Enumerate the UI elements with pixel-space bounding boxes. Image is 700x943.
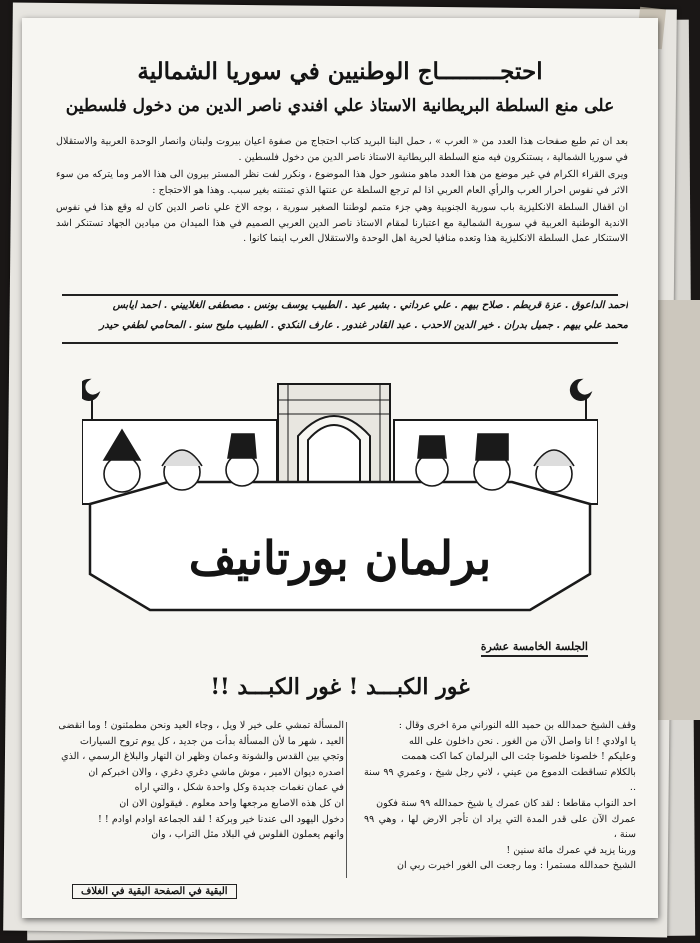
column-line: وربنا يزيد في عمرك مائة سنين !: [506, 844, 636, 856]
article-column-right: [364, 718, 636, 874]
column-line: ان كل هذه الاصابع مرجعها واحد معلوم . فيقولون الان ان: [119, 797, 344, 809]
continued-note: البقية في الصفحة البقية في الغلاف: [72, 884, 237, 899]
signers-list: [56, 296, 628, 336]
column-line: وانهم يعملون الفلوس في البلاد مثل التراب ، وان: [151, 829, 344, 841]
section-headline: غور الكبـــد ! غور الكبـــد !!: [210, 674, 470, 700]
column-line: يا اولادي ! انا واصل الآن من الغور . نحن داخلون على الله: [408, 735, 636, 747]
column-line: المسألة تمشي على خير لا ويل ، وجاء العيد ونحن مطمئنون ! وما انقضى: [58, 720, 344, 731]
column-line: عمرك الآن على قدر المدة التي يراد ان تأجر الارض لها ، وهي ٩٩ سنة ،: [364, 813, 636, 841]
intro-paragraph: ان اقفال السلطة الانكليزية باب سورية الجنوبية وهي جزء متمم لوطننا الصغير سورية ، بوجه الاخ علي ناصر الدين كان له وقع هذا في نفوس الاندية الوطنية العربية في سورية الشمالية مع اعتبارنا لمقام الاستاذ ناصر الدين العربي الصميم في هذا الميدان من ميادين الجهاد تستنكر اشد الاستنكار عمل السلطة الانكليزية هذا وتعده منافيا لحرية اهل الوحدة والاستقلال العرب اينما كانوا .: [56, 202, 628, 244]
column-line: احد النواب مقاطعا : لقد كان عمرك يا شيخ حمدالله ٩٩ سنة فكون: [376, 797, 636, 809]
signers-line: محمد علي بيهم . جميل بدران . خير الدين الاحدب . عبد القادر غندور . عارف النكدي . الطبيب مليح سنو . المحامي لطفي حيدر: [99, 320, 628, 331]
divider-rule: [62, 342, 618, 344]
intro-paragraph: ويرى القراء الكرام في غير موضع من هذا العدد ماهو منشور حول هذا الموضوع ، ونكرر لفت نظر المستر بيرون الى هذا الامر وما يتركه من سوء الاثر في نفوس احرار العرب والرأي العام العربي اذا لم ترجع السلطة عن عنتها الذي تمنتنه بغير سبب. وهذا هو الاحتجاج :: [56, 169, 628, 196]
session-label: الجلسة الخامسة عشرة: [481, 640, 588, 657]
intro-paragraph: بعد ان تم طبع صفحات هذا العدد من « العرب » ، حمل البنا البريد كتاب احتجاج من صفوة اعيان بيروت ولبنان وانصار الوحدة العربية والاستقلال في سوريا الشمالية ، يستنكرون فيه منع السلطة البريطانية الاستاذ ناصر الدين من دخول فلسطين .: [56, 136, 628, 163]
column-line: دخول اليهود الى عندنا خير وبركة ! لقد الجماعة اوادم اوادم ! !: [98, 813, 344, 825]
column-line: بالكلام تساقطت الدموع من عيني ، لاني رجل شيخ ، وعمري ٩٩ سنة ..: [364, 766, 636, 794]
column-line: وقف الشيخ حمدالله بن حميد الله النوراني مرة اخرى وقال :: [398, 720, 636, 731]
main-headline: احتجـــــــــاج الوطنيين في سوريا الشمالية: [137, 58, 543, 85]
parliament-banner: [82, 374, 598, 622]
signers-line: احمد الداعوق . عزة قربطم . صلاح بيهم . علي عرداني . بشير عيد . الطبيب يوسف بونس . مصطفى الغلاييني . احمد ايابس: [112, 300, 628, 311]
newspaper-page: [22, 18, 658, 918]
column-divider: [346, 722, 347, 878]
sub-headline: على منع السلطة البريطانية الاستاذ علي افندي ناصر الدين من دخول فلسطين: [65, 96, 615, 116]
column-line: الشيخ حمدالله مستمرا : وما رجعت الى الغور اخيرت ربي ان: [396, 860, 636, 872]
banner-title: برلمان بورتانيف: [188, 531, 492, 585]
intro-text: [56, 134, 628, 249]
column-line: في عمان نغمات جديدة وكل واحدة شكل ، والتي اراه: [134, 782, 344, 794]
column-line: وتجي بين القدس والشونة وعمان وظهر ان النهار والبلاغ الرسمي ، الذي: [61, 751, 344, 763]
article-column-left: [52, 718, 344, 843]
column-line: العيد ، شهر ما لأن المسألة بدأت من جديد ، كل يوم تروح السيارات: [79, 735, 344, 747]
column-line: وعليكم ! خلصونا خلصونا جئت الى البرلمان كما اكت هممت: [401, 751, 636, 763]
column-line: اصدره ديوان الامير ، موش ماشي دغري دغري ، والان اخبركم ان: [88, 766, 344, 778]
